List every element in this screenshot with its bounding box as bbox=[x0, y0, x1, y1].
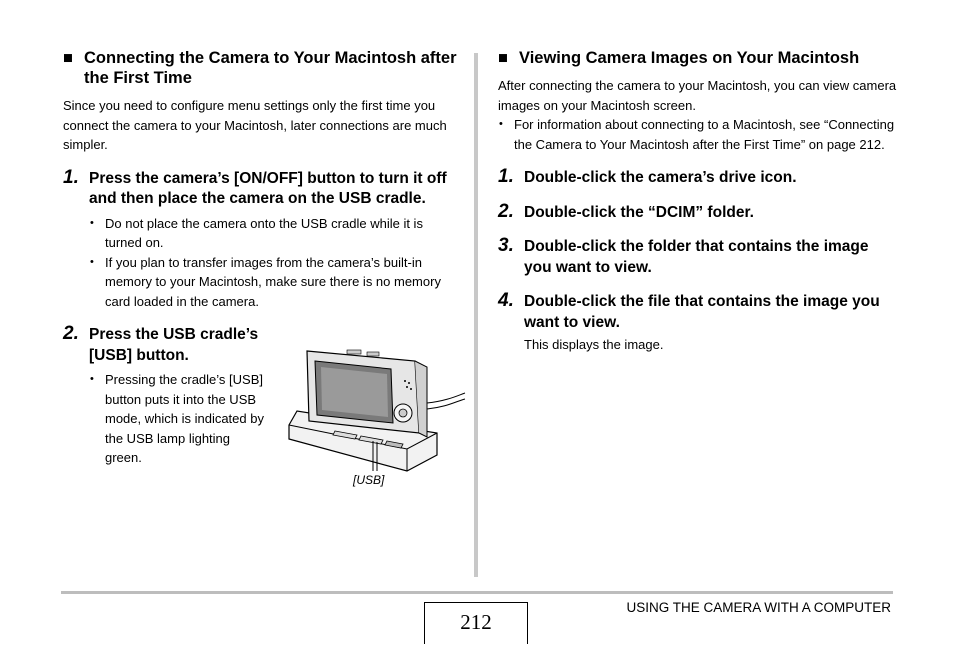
step-title: Double-click the “DCIM” folder. bbox=[524, 203, 754, 221]
bullet-item: • Pressing the cradle’s [USB] button puts it into the USB mode, which is indicated by the USB lamp lighting green. bbox=[105, 370, 269, 468]
square-bullet-icon: ■ bbox=[498, 49, 508, 67]
right-step-1 bbox=[498, 168, 898, 189]
step-number: 3. bbox=[498, 235, 514, 256]
square-bullet-icon: ■ bbox=[63, 49, 73, 67]
right-intro: After connecting the camera to your Macintosh, you can view camera images on your Macintosh screen. bbox=[498, 78, 897, 113]
usb-button-label: [USB] bbox=[353, 473, 385, 487]
bullet-item: • Do not place the camera onto the USB cradle while it is turned on. bbox=[105, 214, 461, 253]
right-column bbox=[498, 48, 898, 354]
step-number: 1. bbox=[63, 166, 79, 188]
step-title: Double-click the camera’s drive icon. bbox=[524, 169, 797, 186]
step-number: 1. bbox=[498, 166, 514, 187]
right-step-3 bbox=[498, 237, 898, 278]
chapter-title: USING THE CAMERA WITH A COMPUTER bbox=[626, 600, 891, 615]
step-number: 4. bbox=[498, 290, 514, 311]
step-title: Press the USB cradle’s [USB] button. bbox=[89, 326, 259, 364]
step-number: 2. bbox=[63, 323, 79, 344]
step-number: 2. bbox=[498, 200, 514, 222]
column-divider bbox=[474, 53, 478, 577]
footer-rule bbox=[61, 591, 893, 594]
bullet-item: • If you plan to transfer images from the camera’s built-in memory to your Macintosh, make sure there is no memory card loaded in the camera. bbox=[105, 253, 461, 312]
left-step-2 bbox=[63, 325, 269, 468]
camera-on-cradle-illustration bbox=[287, 343, 467, 493]
page-number: 212 bbox=[424, 602, 528, 644]
right-bullets bbox=[498, 115, 898, 154]
left-section-heading: ■ Connecting the Camera to Your Macintosh after the First Time bbox=[63, 49, 457, 87]
right-step-4 bbox=[498, 292, 898, 354]
left-step-1 bbox=[63, 166, 461, 312]
step-bullets bbox=[89, 214, 461, 312]
right-step-2 bbox=[498, 200, 898, 224]
step-note: This displays the image. bbox=[524, 337, 664, 352]
step-title: Double-click the folder that contains the image you want to view. bbox=[524, 238, 869, 276]
step-title: Press the camera’s [ON/OFF] button to turn it off and then place the camera on the USB cradle. bbox=[89, 169, 447, 207]
step-bullets bbox=[89, 370, 269, 468]
left-intro: Since you need to configure menu settings only the first time you connect the camera to your Macintosh, later connections are much simpler. bbox=[63, 98, 447, 152]
step-title: Double-click the file that contains the image you want to view. bbox=[524, 293, 880, 331]
right-section-heading: ■ Viewing Camera Images on Your Macintosh bbox=[498, 49, 860, 67]
bullet-item: • For information about connecting to a Macintosh, see “Connecting the Camera to Your Macintosh after the First Time” on page 212. bbox=[514, 115, 898, 154]
